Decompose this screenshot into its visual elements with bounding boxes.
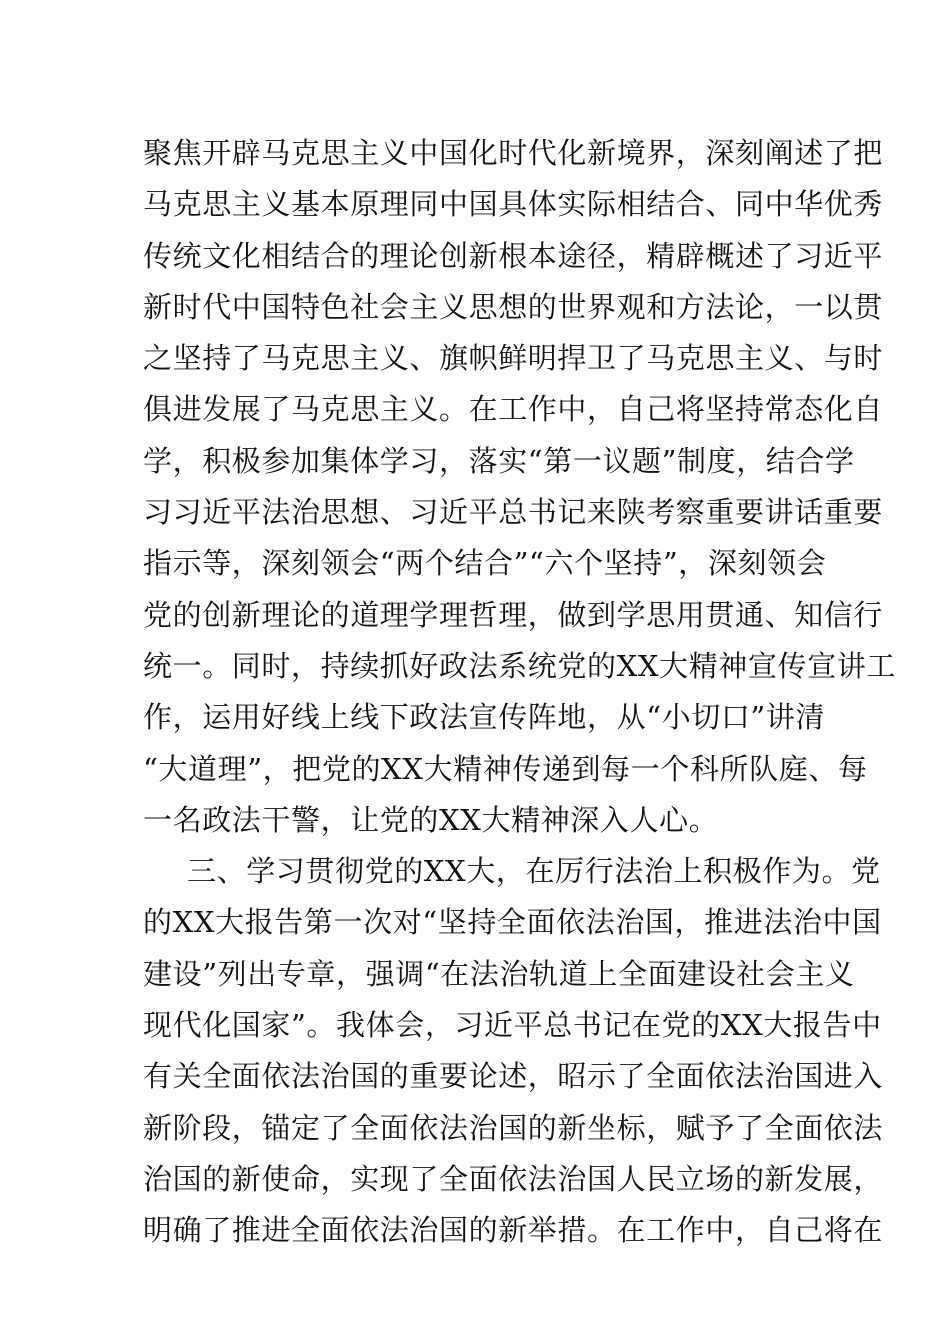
text-line: 马克思主义基本原理同中国具体实际相结合、同中华优秀 bbox=[143, 187, 884, 222]
text-line: 建设”列出专章，强调“在法治轨道上全面建设社会主义 bbox=[143, 956, 855, 991]
text-line: 新时代中国特色社会主义思想的世界观和方法论，一以贯 bbox=[143, 289, 884, 324]
text-line: 指示等，深刻领会“两个结合”“六个坚持”，深刻领会 bbox=[143, 546, 827, 581]
text-line: 统一。同时，持续抓好政法系统党的XX大精神宣传宣讲工 bbox=[143, 648, 896, 683]
text-line: 俱进发展了马克思主义。在工作中，自己将坚持常态化自 bbox=[143, 392, 884, 427]
text-line: 现代化国家”。我体会，习近平总书记在党的XX大报告中 bbox=[143, 1008, 882, 1043]
text-line: 有关全面依法治国的重要论述，昭示了全面依法治国进入 bbox=[143, 1059, 884, 1094]
text-line: 学，积极参加集体学习，落实“第一议题”制度，结合学 bbox=[143, 443, 855, 478]
text-line: 作，运用好线上线下政法宣传阵地，从“小切口”讲清 bbox=[143, 700, 826, 735]
text-line: 聚焦开辟马克思主义中国化时代化新境界，深刻阐述了把 bbox=[143, 136, 884, 170]
text-line: 之坚持了马克思主义、旗帜鲜明捍卫了马克思主义、与时 bbox=[143, 341, 884, 376]
text-line: 明确了推进全面依法治国的新举措。在工作中，自己将在 bbox=[143, 1213, 884, 1248]
text-line: 传统文化相结合的理论创新根本途径，精辟概述了习近平 bbox=[143, 238, 884, 273]
text-line: 新阶段，锚定了全面依法治国的新坐标，赋予了全面依法 bbox=[143, 1110, 884, 1145]
document-body bbox=[143, 128, 896, 1257]
text-line: 的XX大报告第一次对“坚持全面依法治国，推进法治中国 bbox=[143, 905, 882, 940]
text-line: “大道理”，把党的XX大精神传递到每一个科所队庭、每 bbox=[143, 751, 868, 786]
text-line: 一名政法干警，让党的XX大精神深入人心。 bbox=[143, 802, 719, 837]
text-line: 习习近平法治思想、习近平总书记来陕考察重要讲话重要 bbox=[143, 495, 884, 530]
text-line: 党的创新理论的道理学理哲理，做到学思用贯通、知信行 bbox=[143, 597, 884, 632]
section-heading-line: 三、学习贯彻党的XX大，在厉行法治上积极作为。党 bbox=[187, 854, 881, 889]
text-line: 治国的新使命，实现了全面依法治国人民立场的新发展， bbox=[143, 1161, 884, 1196]
